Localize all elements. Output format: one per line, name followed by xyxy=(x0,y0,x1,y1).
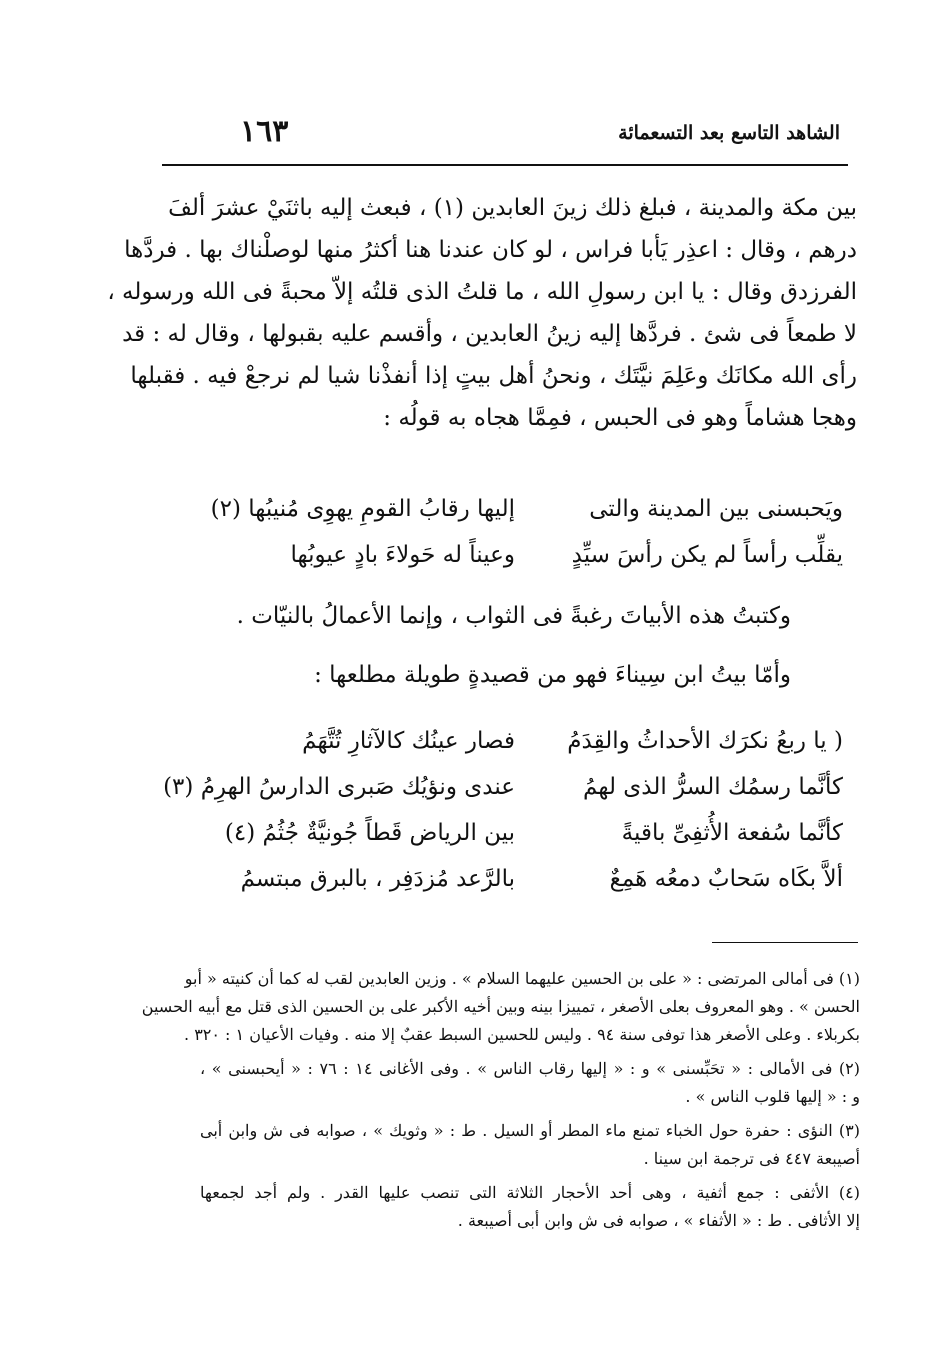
verse-second-hemistich: بين الرياض قَطاً جُونيَّةٌ جُثُمُ (٤) xyxy=(224,820,515,846)
footnote-rule xyxy=(712,942,858,943)
page-header xyxy=(168,112,840,162)
footnote-line: و : « إليها قلوب الناس » . xyxy=(685,1087,860,1106)
footnote-2 xyxy=(200,1055,860,1111)
verse-second-hemistich: وعيناً له حَولاءَ بادٍ عيوبُها xyxy=(290,542,515,568)
verse-line xyxy=(163,764,843,810)
footnote-line: (١) فى أمالى المرتضى : « على بن الحسين عليهما السلام » . وزين العابدين لقب له كما أن كنيته « أبو xyxy=(184,969,860,988)
page-number: ١٦٣ xyxy=(240,114,289,149)
footnote-3 xyxy=(200,1117,860,1173)
verse-block-1 xyxy=(210,486,843,578)
paragraph-intentions: وكتبتُ هذه الأبياتَ رغبةً فى الثواب ، وإنما الأعمالُ بالنيّات . xyxy=(236,603,791,629)
running-title: الشاهد التاسع بعد التسعمائة xyxy=(618,122,840,144)
verse-line xyxy=(210,486,843,532)
verse-first-hemistich: كأنَّما رسمُك السرُّ الذى لهمُ xyxy=(583,774,843,800)
verse-first-hemistich: ألاَّ بكَاه سَحابٌ دمعُه هَمِعٌ xyxy=(609,866,843,892)
footnote-line: (٤) الأثفى : جمع أثفية ، وهى أحد الأحجار الثلاثة التى تنصب عليها القدر . ولم أجد لجمعها xyxy=(200,1183,860,1202)
verse-second-hemistich: فصار عينُك كالآثارِ تُتَّهَمُ xyxy=(302,728,515,754)
verse-first-hemistich: ( يا ربعُ نكرَك الأحداثُ والقِدَمُ xyxy=(567,728,843,754)
footnote-4 xyxy=(200,1179,860,1235)
footnote-line: الحسن » . وهو المعروف بعلى الأصغر ، تمييزا بينه وبين أخيه الأكبر على بن الحسين الذى قتل مع أبيه الحسين xyxy=(141,997,860,1016)
body-line: لا طمعاً فى شئ . فردَّها إليه زينُ العابدين ، وأقسم عليه بقبولها ، وقال له : قد xyxy=(122,321,857,347)
body-line: وهجا هشاماً وهو فى الحبس ، فمِمَّا هجاه به قولُه : xyxy=(383,405,857,431)
verse-line xyxy=(225,810,843,856)
footnote-line: إلا الأثافى . ط : « الأثفاء » ، صوابه فى ش وابن أبى أصيبعة . xyxy=(457,1211,860,1230)
footnote-1 xyxy=(141,965,860,1049)
verse-block-2 xyxy=(163,718,843,902)
verse-first-hemistich: يقلِّب رأساً لم يكن رأسَ سيِّدٍ xyxy=(571,542,843,568)
verse-second-hemistich: إليها رقابُ القومِ يهوِى مُنيبُها (٢) xyxy=(210,496,515,522)
body-line: الفرزدق وقال : يا ابن رسولِ الله ، ما قلتُ الذى قلتُه إلاّ محبةً فى الله ورسوله ، xyxy=(107,279,857,305)
paragraph-ibn-sina: وأمّا بيتُ ابن سِيناءَ فهو من قصيدةٍ طويلة مطلعها : xyxy=(314,662,791,688)
verse-line xyxy=(225,532,843,578)
verse-first-hemistich: كأنَّما سُفعة الأُثفِىِّ باقيةً xyxy=(621,820,843,846)
verse-second-hemistich: بالرَّعد مُزدَفِر ، بالبرق مبتسمُ xyxy=(240,866,515,892)
footnote-line: (٢) فى الأمالى : « تحَبِّسنى » و : « إليها رقاب الناس » . وفى الأغانى ١٤ : ٧٦ : « أيحبسنى » ، xyxy=(200,1059,861,1078)
body-line: رأى الله مكانَك وعَلِمَ نيَّتَك ، ونحنُ أهل بيتٍ إذا أنفذْنا شيا لم نرجعْ فيه . فقبلها xyxy=(130,363,857,389)
verse-line xyxy=(225,718,843,764)
footnote-line: (٣) النؤى : حفرة حول الخباء تمنع ماء المطر أو السيل . ط : « وثويك » ، صوابه فى ش وابن أبى xyxy=(200,1121,860,1140)
verse-line xyxy=(225,856,843,902)
footnotes xyxy=(141,965,861,1235)
header-rule xyxy=(162,164,848,166)
body-line: بين مكة والمدينة ، فبلغ ذلك زينَ العابدين (١) ، فبعث إليه باثنَيْ عشرَ ألفَ xyxy=(168,195,857,221)
verse-first-hemistich: ويَحبسنى بين المدينة والتى xyxy=(589,496,843,522)
body-line: درهم ، وقال : اعذِر يَأبا فراس ، لو كان عندنا هنا أكثرُ منها لوصلْناك بها . فردَّها xyxy=(124,237,857,263)
footnote-line: أصيبعة ٤٤٧ فى ترجمة ابن سينا . xyxy=(643,1149,860,1168)
body-paragraph xyxy=(107,187,857,439)
footnote-line: بكربلاء . وعلى الأصغر هذا توفى سنة ٩٤ . وليس للحسين السبط عقبٌ إلا منه . وفيات الأعيان ١ : ٣٢٠ . xyxy=(184,1025,860,1044)
verse-second-hemistich: عندى ونؤيُك صَبرى الدارسُ الهرِمُ (٣) xyxy=(163,774,515,800)
